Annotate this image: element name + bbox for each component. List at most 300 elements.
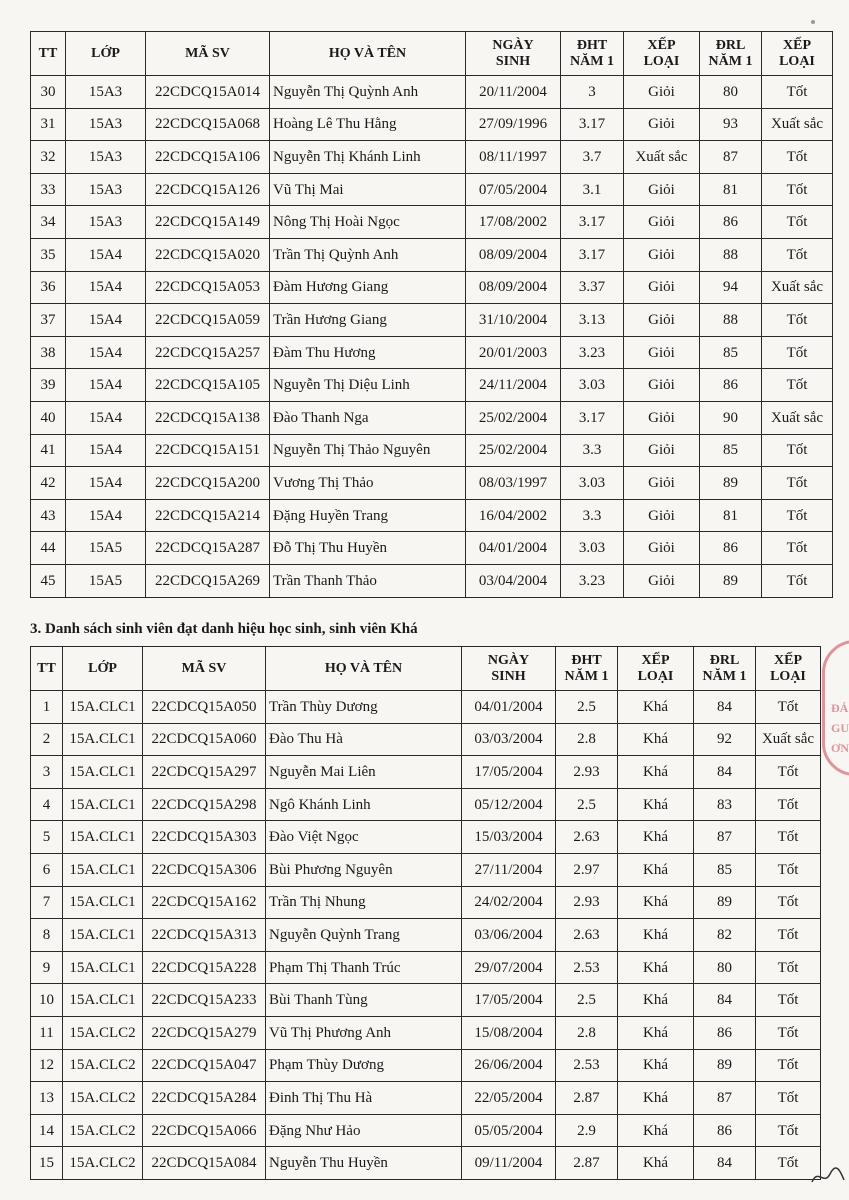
column-header: XẾP LOẠI [618, 647, 694, 691]
table-cell: 15A.CLC2 [63, 1082, 143, 1115]
table-cell: 80 [700, 76, 762, 109]
table-cell: 30 [31, 76, 66, 109]
table-cell: 41 [31, 434, 66, 467]
table-cell: Tốt [762, 206, 833, 239]
table-cell: 3.37 [561, 271, 624, 304]
table-cell: 86 [694, 1114, 756, 1147]
table-cell: 22CDCQ15A162 [143, 886, 266, 919]
table-cell: 3.3 [561, 434, 624, 467]
table-cell: Giỏi [624, 467, 700, 500]
table-cell: 15A4 [66, 401, 146, 434]
signature-icon [808, 1160, 848, 1190]
column-header: ĐHT NĂM 1 [556, 647, 618, 691]
table-cell: Tốt [762, 238, 833, 271]
table-cell: Tốt [756, 756, 821, 789]
table-cell: Đỗ Thị Thu Huyền [270, 532, 466, 565]
table-cell: Trần Hương Giang [270, 304, 466, 337]
table-cell: 31/10/2004 [466, 304, 561, 337]
table-cell: 22CDCQ15A068 [146, 108, 270, 141]
table-cell: 15A.CLC1 [63, 723, 143, 756]
table-cell: 3.7 [561, 141, 624, 174]
table-row [31, 499, 833, 532]
table-cell: 40 [31, 401, 66, 434]
table-cell: 22CDCQ15A059 [146, 304, 270, 337]
table-cell: 14 [31, 1114, 63, 1147]
table-cell: 15A.CLC1 [63, 951, 143, 984]
table-cell: Khá [618, 919, 694, 952]
table-cell: 17/08/2002 [466, 206, 561, 239]
table-cell: 22CDCQ15A105 [146, 369, 270, 402]
table-cell: Tốt [762, 304, 833, 337]
table-cell: 3.3 [561, 499, 624, 532]
table-cell: 15A.CLC1 [63, 756, 143, 789]
table-row [31, 919, 821, 952]
table-cell: 25/02/2004 [466, 434, 561, 467]
table-cell: 5 [31, 821, 63, 854]
table-cell: 22CDCQ15A053 [146, 271, 270, 304]
table-row [31, 723, 821, 756]
table-cell: Tốt [762, 369, 833, 402]
table-cell: 2.63 [556, 821, 618, 854]
table-cell: 22CDCQ15A279 [143, 1016, 266, 1049]
table-cell: Xuất sắc [762, 401, 833, 434]
table-cell: 89 [694, 886, 756, 919]
table-cell: Tốt [762, 467, 833, 500]
table-cell: 15A4 [66, 271, 146, 304]
table-cell: Khá [618, 723, 694, 756]
table-cell: Tốt [756, 984, 821, 1017]
table-cell: 84 [694, 691, 756, 724]
table-cell: 15A5 [66, 532, 146, 565]
table-cell: 87 [694, 821, 756, 854]
table-cell: 89 [700, 564, 762, 597]
table-cell: 20/01/2003 [466, 336, 561, 369]
table-cell: 86 [700, 369, 762, 402]
table-cell: Nông Thị Hoài Ngọc [270, 206, 466, 239]
table-cell: 86 [700, 206, 762, 239]
table-cell: 85 [694, 853, 756, 886]
table-cell: 84 [694, 1147, 756, 1180]
table-cell: 22CDCQ15A303 [143, 821, 266, 854]
table-cell: Giỏi [624, 564, 700, 597]
table-cell: Nguyễn Thị Quỳnh Anh [270, 76, 466, 109]
table-cell: 9 [31, 951, 63, 984]
table-cell: 33 [31, 173, 66, 206]
table-cell: 15A.CLC1 [63, 853, 143, 886]
table-cell: 12 [31, 1049, 63, 1082]
table-cell: 15A.CLC2 [63, 1049, 143, 1082]
table-cell: 15A4 [66, 304, 146, 337]
table-cell: 26/06/2004 [462, 1049, 556, 1082]
table-cell: Giỏi [624, 108, 700, 141]
column-header: LỚP [66, 32, 146, 76]
table-cell: Khá [618, 1049, 694, 1082]
table-cell: Tốt [762, 141, 833, 174]
table-cell: 2.63 [556, 919, 618, 952]
table-cell: Khá [618, 1114, 694, 1147]
stamp-text: GU [831, 721, 849, 735]
table-cell: 22CDCQ15A084 [143, 1147, 266, 1180]
column-header: MÃ SV [146, 32, 270, 76]
column-header: NGÀY SINH [466, 32, 561, 76]
table-row [31, 821, 821, 854]
table-cell: Khá [618, 691, 694, 724]
table-cell: 03/04/2004 [466, 564, 561, 597]
table-cell: 15A.CLC1 [63, 691, 143, 724]
table-cell: Tốt [756, 951, 821, 984]
table-cell: 85 [700, 434, 762, 467]
table-cell: Trần Thị Nhung [266, 886, 462, 919]
table-cell: 15A5 [66, 564, 146, 597]
table-cell: Tốt [756, 919, 821, 952]
table-cell: 15A4 [66, 434, 146, 467]
table-cell: 22CDCQ15A200 [146, 467, 270, 500]
table-cell: 87 [694, 1082, 756, 1115]
table-cell: 17/05/2004 [462, 984, 556, 1017]
table-cell: 10 [31, 984, 63, 1017]
table-cell: 2 [31, 723, 63, 756]
table-row [31, 1016, 821, 1049]
table-cell: 13 [31, 1082, 63, 1115]
stamp-text: ĐẢ [831, 701, 849, 715]
column-header: XẾP LOẠI [762, 32, 833, 76]
column-header: XẾP LOẠI [624, 32, 700, 76]
table-cell: 88 [700, 304, 762, 337]
table-cell: 36 [31, 271, 66, 304]
table-cell: Tốt [756, 1016, 821, 1049]
table-cell: Trần Thanh Thảo [270, 564, 466, 597]
table-cell: Trần Thùy Dương [266, 691, 462, 724]
table-cell: Giỏi [624, 369, 700, 402]
honors-table-gioi [30, 31, 833, 598]
table-cell: 3.17 [561, 108, 624, 141]
table-cell: 2.5 [556, 984, 618, 1017]
table-cell: 15A.CLC1 [63, 984, 143, 1017]
table-cell: 3.03 [561, 467, 624, 500]
table-cell: 17/05/2004 [462, 756, 556, 789]
table-cell: 22CDCQ15A047 [143, 1049, 266, 1082]
table-cell: Khá [618, 886, 694, 919]
table-cell: Khá [618, 1016, 694, 1049]
table-row [31, 434, 833, 467]
table-cell: 80 [694, 951, 756, 984]
table-cell: 08/11/1997 [466, 141, 561, 174]
table-cell: Khá [618, 951, 694, 984]
table-cell: Vũ Thị Mai [270, 173, 466, 206]
table-row [31, 336, 833, 369]
table-row [31, 206, 833, 239]
table-cell: 15/08/2004 [462, 1016, 556, 1049]
table-cell: 27/09/1996 [466, 108, 561, 141]
table-cell: 15A4 [66, 238, 146, 271]
column-header: MÃ SV [143, 647, 266, 691]
stamp-text: ƠN [831, 741, 849, 755]
honors-table-kha [30, 646, 821, 1180]
table-cell: Nguyễn Thị Khánh Linh [270, 141, 466, 174]
table-cell: 32 [31, 141, 66, 174]
table-cell: 45 [31, 564, 66, 597]
table-cell: Giỏi [624, 238, 700, 271]
table-cell: 3.23 [561, 336, 624, 369]
table-row [31, 467, 833, 500]
table-cell: Xuất sắc [756, 723, 821, 756]
table-cell: Phạm Thị Thanh Trúc [266, 951, 462, 984]
table-cell: 22CDCQ15A228 [143, 951, 266, 984]
table-row [31, 532, 833, 565]
table-cell: Đặng Như Hảo [266, 1114, 462, 1147]
table-cell: 09/11/2004 [462, 1147, 556, 1180]
table-cell: 07/05/2004 [466, 173, 561, 206]
table-cell: 42 [31, 467, 66, 500]
table-cell: Tốt [756, 691, 821, 724]
table-cell: 22CDCQ15A233 [143, 984, 266, 1017]
table-cell: 22CDCQ15A313 [143, 919, 266, 952]
table-cell: Tốt [762, 532, 833, 565]
table-cell: Khá [618, 1082, 694, 1115]
table-cell: 05/05/2004 [462, 1114, 556, 1147]
table-cell: Tốt [762, 564, 833, 597]
table-cell: Khá [618, 821, 694, 854]
table-cell: 38 [31, 336, 66, 369]
table-cell: Phạm Thùy Dương [266, 1049, 462, 1082]
table-cell: 22CDCQ15A020 [146, 238, 270, 271]
table-cell: 3.17 [561, 206, 624, 239]
table-cell: Tốt [756, 853, 821, 886]
table-cell: Giỏi [624, 173, 700, 206]
table-cell: 7 [31, 886, 63, 919]
table-cell: 27/11/2004 [462, 853, 556, 886]
table-cell: 16/04/2002 [466, 499, 561, 532]
table-cell: Xuất sắc [624, 141, 700, 174]
table-cell: 15A4 [66, 369, 146, 402]
table-cell: 25/02/2004 [466, 401, 561, 434]
table-cell: 89 [694, 1049, 756, 1082]
table-cell: 81 [700, 499, 762, 532]
table-row [31, 1049, 821, 1082]
table-cell: Tốt [762, 173, 833, 206]
table-cell: 15A4 [66, 467, 146, 500]
table-cell: 43 [31, 499, 66, 532]
table-cell: Giỏi [624, 271, 700, 304]
table-cell: 15A4 [66, 499, 146, 532]
table-cell: 34 [31, 206, 66, 239]
table-cell: Xuất sắc [762, 271, 833, 304]
table-cell: 37 [31, 304, 66, 337]
table-row [31, 1147, 821, 1180]
table-cell: Tốt [756, 1049, 821, 1082]
table-header-row [31, 647, 821, 691]
scan-dot-icon [810, 12, 816, 18]
table-cell: 6 [31, 853, 63, 886]
table-row [31, 1082, 821, 1115]
table-cell: 08/09/2004 [466, 271, 561, 304]
table-cell: 3.23 [561, 564, 624, 597]
table-cell: Nguyễn Quỳnh Trang [266, 919, 462, 952]
table-cell: Giỏi [624, 304, 700, 337]
table-cell: Khá [618, 1147, 694, 1180]
table-cell: 2.93 [556, 756, 618, 789]
table-cell: 2.93 [556, 886, 618, 919]
table-cell: 04/01/2004 [466, 532, 561, 565]
table-cell: 22CDCQ15A284 [143, 1082, 266, 1115]
table-cell: Xuất sắc [762, 108, 833, 141]
table-cell: Đàm Thu Hương [270, 336, 466, 369]
table-cell: Ngô Khánh Linh [266, 788, 462, 821]
table-cell: 2.53 [556, 1049, 618, 1082]
table-cell: 24/11/2004 [466, 369, 561, 402]
table-cell: 15A3 [66, 108, 146, 141]
table-cell: 3 [561, 76, 624, 109]
table-cell: 15A4 [66, 336, 146, 369]
table-cell: 15A3 [66, 173, 146, 206]
table-row [31, 984, 821, 1017]
table-cell: 1 [31, 691, 63, 724]
table-cell: 04/01/2004 [462, 691, 556, 724]
table-cell: 82 [694, 919, 756, 952]
red-stamp-fragment [822, 640, 849, 776]
table-cell: Khá [618, 756, 694, 789]
table-cell: Đào Thu Hà [266, 723, 462, 756]
table-cell: 2.87 [556, 1082, 618, 1115]
table-cell: 11 [31, 1016, 63, 1049]
table-cell: 2.8 [556, 1016, 618, 1049]
column-header: ĐRL NĂM 1 [694, 647, 756, 691]
table-cell: 2.5 [556, 788, 618, 821]
table-cell: Đàm Hương Giang [270, 271, 466, 304]
table-cell: 85 [700, 336, 762, 369]
table-cell: 05/12/2004 [462, 788, 556, 821]
table-cell: 15/03/2004 [462, 821, 556, 854]
column-header: NGÀY SINH [462, 647, 556, 691]
table-cell: Giỏi [624, 532, 700, 565]
column-header: ĐRL NĂM 1 [700, 32, 762, 76]
table-cell: 22/05/2004 [462, 1082, 556, 1115]
table-cell: 22CDCQ15A297 [143, 756, 266, 789]
table-cell: Giỏi [624, 499, 700, 532]
table-cell: Tốt [762, 76, 833, 109]
table-cell: 3.1 [561, 173, 624, 206]
table-cell: 22CDCQ15A287 [146, 532, 270, 565]
table-cell: 22CDCQ15A106 [146, 141, 270, 174]
table-cell: 83 [694, 788, 756, 821]
table-cell: 08/03/1997 [466, 467, 561, 500]
table-cell: Tốt [756, 1114, 821, 1147]
table-cell: 15A.CLC1 [63, 886, 143, 919]
table-cell: Khá [618, 788, 694, 821]
table-cell: 15A.CLC1 [63, 788, 143, 821]
table-cell: Nguyễn Thị Thảo Nguyên [270, 434, 466, 467]
table-cell: Nguyễn Thị Diệu Linh [270, 369, 466, 402]
table-cell: 2.9 [556, 1114, 618, 1147]
table-cell: 88 [700, 238, 762, 271]
table-cell: 22CDCQ15A214 [146, 499, 270, 532]
table-row [31, 886, 821, 919]
table-cell: 08/09/2004 [466, 238, 561, 271]
table-row [31, 108, 833, 141]
table-cell: 22CDCQ15A151 [146, 434, 270, 467]
table-cell: 15A.CLC2 [63, 1147, 143, 1180]
table-cell: Giỏi [624, 401, 700, 434]
table-cell: 15A.CLC2 [63, 1114, 143, 1147]
column-header: HỌ VÀ TÊN [270, 32, 466, 76]
table-row [31, 1114, 821, 1147]
table-row [31, 76, 833, 109]
table-cell: 90 [700, 401, 762, 434]
column-header: HỌ VÀ TÊN [266, 647, 462, 691]
table-cell: 3 [31, 756, 63, 789]
table-cell: Tốt [756, 788, 821, 821]
table-cell: 2.87 [556, 1147, 618, 1180]
table-cell: 22CDCQ15A269 [146, 564, 270, 597]
table-row [31, 271, 833, 304]
table-cell: Đặng Huyền Trang [270, 499, 466, 532]
table-cell: 81 [700, 173, 762, 206]
table-row [31, 401, 833, 434]
table-cell: Trần Thị Quỳnh Anh [270, 238, 466, 271]
table-cell: 35 [31, 238, 66, 271]
table-cell: 84 [694, 984, 756, 1017]
table-row [31, 304, 833, 337]
table-cell: Vương Thị Thảo [270, 467, 466, 500]
table-cell: 86 [700, 532, 762, 565]
table-cell: 15A3 [66, 141, 146, 174]
table-cell: Đào Việt Ngọc [266, 821, 462, 854]
table-cell: Nguyễn Mai Liên [266, 756, 462, 789]
column-header: TT [31, 32, 66, 76]
table-cell: 22CDCQ15A306 [143, 853, 266, 886]
column-header: XẾP LOẠI [756, 647, 821, 691]
table-cell: Tốt [756, 886, 821, 919]
table-cell: 2.97 [556, 853, 618, 886]
table-cell: Vũ Thị Phương Anh [266, 1016, 462, 1049]
table-cell: 92 [694, 723, 756, 756]
table-row [31, 564, 833, 597]
table-cell: Bùi Thanh Tùng [266, 984, 462, 1017]
table-cell: 22CDCQ15A298 [143, 788, 266, 821]
table-cell: 3.03 [561, 532, 624, 565]
table-cell: 22CDCQ15A066 [143, 1114, 266, 1147]
table-cell: 03/06/2004 [462, 919, 556, 952]
table-header-row [31, 32, 833, 76]
table-cell: 29/07/2004 [462, 951, 556, 984]
table-row [31, 173, 833, 206]
table-cell: 2.5 [556, 691, 618, 724]
table-row [31, 141, 833, 174]
table-row [31, 691, 821, 724]
table-cell: Giỏi [624, 434, 700, 467]
table-cell: 89 [700, 467, 762, 500]
table-cell: 4 [31, 788, 63, 821]
column-header: TT [31, 647, 63, 691]
table-cell: Hoàng Lê Thu Hằng [270, 108, 466, 141]
table-cell: 15A.CLC2 [63, 1016, 143, 1049]
table-cell: Giỏi [624, 206, 700, 239]
table-cell: Tốt [756, 1147, 821, 1180]
table-cell: 2.53 [556, 951, 618, 984]
table-cell: Đinh Thị Thu Hà [266, 1082, 462, 1115]
table-cell: 3.13 [561, 304, 624, 337]
table-cell: 8 [31, 919, 63, 952]
table-cell: Tốt [762, 336, 833, 369]
table-cell: 39 [31, 369, 66, 402]
table-cell: 84 [694, 756, 756, 789]
table-cell: 94 [700, 271, 762, 304]
table-row [31, 238, 833, 271]
table-cell: Khá [618, 984, 694, 1017]
table-cell: 22CDCQ15A257 [146, 336, 270, 369]
table-cell: Bùi Phương Nguyên [266, 853, 462, 886]
table-cell: 3.17 [561, 401, 624, 434]
